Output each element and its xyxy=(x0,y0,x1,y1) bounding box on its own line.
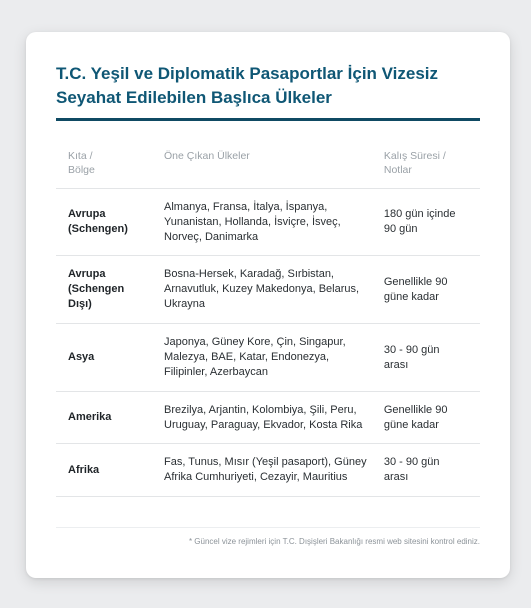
header-stay-line-1: Kalış Süresi / xyxy=(383,150,446,162)
page-title xyxy=(56,62,480,110)
countries-cell xyxy=(152,392,372,444)
countries-text: Afrika Cumhuriyeti, Cezayir, Mauritius xyxy=(164,471,348,483)
countries-text: Bosna-Hersek, Karadağ, Sırbistan, xyxy=(164,268,334,280)
region-text: Amerika xyxy=(68,411,112,423)
title-line-2: Seyahat Edilebilen Başlıca Ülkeler xyxy=(56,88,332,107)
countries-text: Yunanistan, Hollanda, İsviçre, İsveç, xyxy=(164,215,341,228)
countries-text: Japonya, Güney Kore, Çin, Singapur, xyxy=(164,336,346,348)
visa-free-countries-table xyxy=(56,145,480,497)
stay-text: Genellikle 90 xyxy=(383,275,448,288)
title-divider xyxy=(56,118,480,121)
footnote: * Güncel vize rejimleri için T.C. Dışişleri Bakanlığı resmi web sitesini kontrol ediniz. xyxy=(188,537,480,546)
stay-cell xyxy=(372,392,480,444)
header-region xyxy=(56,145,152,189)
countries-text: Malezya, BAE, Katar, Endonezya, xyxy=(164,351,330,363)
header-region-line-1: Kıta / xyxy=(68,150,93,162)
header-stay xyxy=(372,145,480,189)
info-card xyxy=(26,32,510,578)
table-row xyxy=(56,444,480,497)
region-text: Asya xyxy=(68,351,95,363)
header-region-line-2: Bölge xyxy=(68,164,95,176)
stay-text: arası xyxy=(383,358,409,371)
footnote-divider xyxy=(56,527,480,528)
countries-text: Ukrayna xyxy=(164,298,205,310)
countries-text: Fas, Tunus, Mısır (Yeşil pasaport), Güney xyxy=(164,456,367,468)
header-countries xyxy=(152,145,372,189)
countries-cell xyxy=(152,324,372,392)
countries-cell xyxy=(152,189,372,256)
stay-text: arası xyxy=(383,471,409,483)
stay-text: güne kadar xyxy=(383,290,439,303)
stay-cell xyxy=(372,256,480,324)
countries-text: Almanya, Fransa, İtalya, İspanya, xyxy=(164,200,328,213)
stay-text: 30 - 90 gün xyxy=(383,343,440,356)
region-cell xyxy=(56,189,152,256)
title-line-1: T.C. Yeşil ve Diplomatik Pasaportlar İçin Vizesiz xyxy=(56,64,439,83)
countries-text: Brezilya, Arjantin, Kolombiya, Şili, Peru, xyxy=(164,403,357,416)
stay-text: Genellikle 90 xyxy=(383,403,448,416)
countries-text: Arnavutluk, Kuzey Makedonya, Belarus, xyxy=(164,283,360,295)
stay-text: 90 gün xyxy=(383,223,418,235)
header-stay-line-2: Notlar xyxy=(383,164,412,176)
region-text: (Schengen) xyxy=(68,223,128,235)
stay-cell xyxy=(372,189,480,256)
stay-cell xyxy=(372,324,480,392)
header-countries-text: Öne Çıkan Ülkeler xyxy=(164,150,250,162)
region-cell xyxy=(56,256,152,324)
table-header-row xyxy=(56,145,480,189)
countries-text: Norveç, Danimarka xyxy=(164,230,259,243)
stay-text: güne kadar xyxy=(383,418,439,431)
stay-text: 30 - 90 gün xyxy=(383,456,440,468)
countries-text: Uruguay, Paraguay, Ekvador, Kosta Rika xyxy=(164,418,363,431)
region-cell xyxy=(56,324,152,392)
region-text: Dışı) xyxy=(68,298,92,310)
countries-cell xyxy=(152,256,372,324)
region-text: Avrupa xyxy=(68,208,106,220)
region-cell xyxy=(56,444,152,497)
region-text: Afrika xyxy=(68,463,100,476)
stay-cell xyxy=(372,444,480,497)
countries-cell xyxy=(152,444,372,497)
table-row xyxy=(56,256,480,324)
region-cell xyxy=(56,392,152,444)
region-text: Avrupa xyxy=(68,268,106,280)
region-text: (Schengen xyxy=(68,283,125,295)
stay-text: 180 gün içinde xyxy=(383,208,456,220)
countries-text: Filipinler, Azerbaycan xyxy=(164,366,268,378)
table-row xyxy=(56,392,480,444)
table-row xyxy=(56,324,480,392)
table-row xyxy=(56,189,480,256)
